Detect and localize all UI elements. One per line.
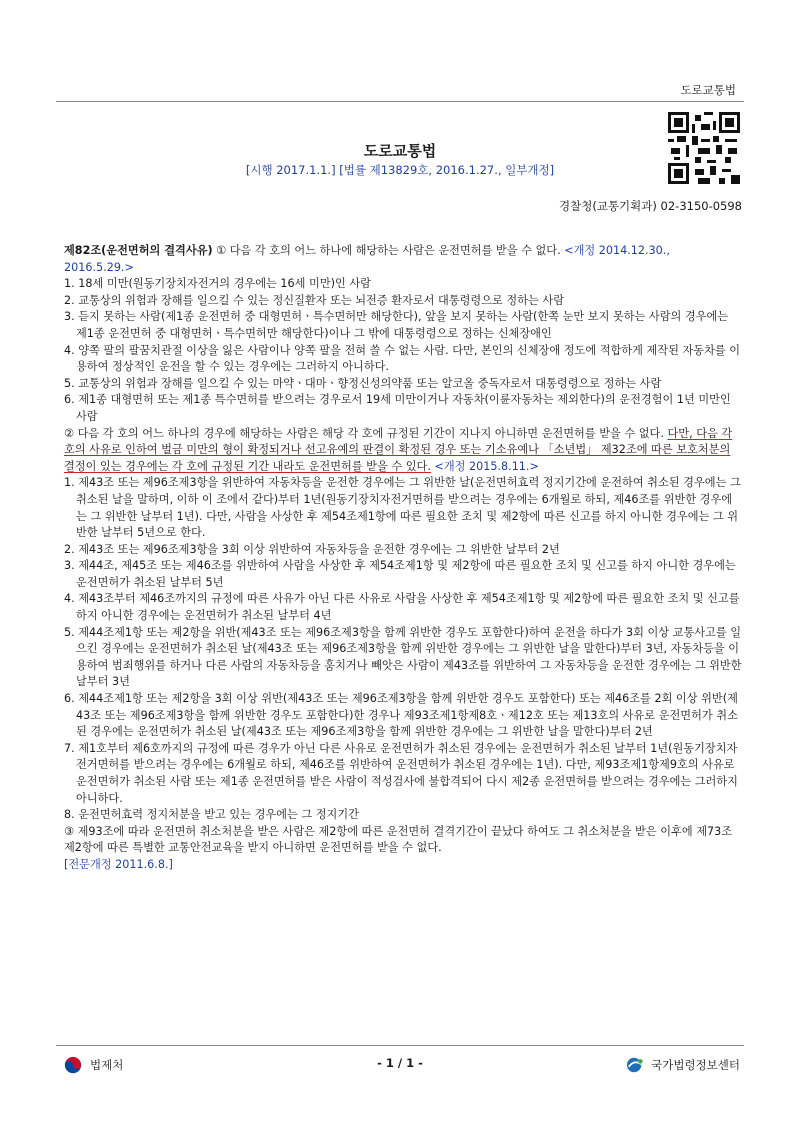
list-item: 6. 제44조제1항 또는 제2항을 3회 이상 위반(제43조 또는 제96조제3항을 함께 위반한 경우도 포함한다) 또는 제46조를 2회 이상 위반(제43조 또는 제96조제3항을 함께 위반한 경우도 포함한다)한 경우나 제93조제1항제8호ㆍ제12호 또는 제13호의 사유로 운전면허가 취소된 경우에는 운전면허가 취소된 날(제43조 또는 제96조제3항을 함께 위반한 경우에는 그 위반한 날을 말한다)부터 2년 xyxy=(64,692,738,739)
underlined-proviso: 다만, 다음 각 호의 사유로 인하여 벌금 미만의 형이 확정되거나 선고유예의 판결이 확정된 경우 또는 기소유예나 「소년법」 제32조에 따른 보호처분의 결정이 있는 경우에는 각 호에 규정된 기간 내라도 운전면허를 받을 수 있다. xyxy=(64,426,733,473)
list-item: 3. 제44조, 제45조 또는 제46조를 위반하여 사람을 사상한 후 제54조제1항 및 제2항에 따른 필요한 조치 및 신고를 하지 아니한 경우에는 운전면허가 취소된 날부터 5년 xyxy=(64,559,736,589)
list-item: 1. 제43조 또는 제96조제3항을 위반하여 자동차등을 운전한 경우에는 그 위반한 날(운전면허효력 정지기간에 운전하여 취소된 경우에는 그 취소된 날을 말하며, 이하 이 조에서 같다)부터 1년(원동기장치자전거면허를 받으려는 경우에는 6개월로 하되, 제46조를 위반한 경우에는 그 위반한 날부터 1년). 다만, 사람을 사상한 후 제54조제1항에 따른 필요한 조치 및 제2항에 따른 신고를 하지 아니한 경우에는 그 위반한 날부터 5년으로 한다. xyxy=(64,476,741,540)
list-item: 7. 제1호부터 제6호까지의 규정에 따른 경우가 아닌 다른 사유로 운전면허가 취소된 경우에는 운전면허가 취소된 날부터 1년(원동기장치자전거면허를 받으려는 경우에는 6개월로 하되, 제46조를 위반하여 운전면허가 취소된 경우에는 1년). 다만, 제93조제1항제9호의 사유로 운전면허가 취소된 사람 또는 제1종 운전면허를 받은 사람이 적성검사에 불합격되어 다시 제2종 운전면허를 받으려는 경우에는 그러하지 아니하다. xyxy=(64,741,738,805)
article-body xyxy=(64,243,742,874)
full-amendment-note: [전문개정 2011.6.8.] xyxy=(64,857,173,871)
header-divider xyxy=(56,101,744,102)
paragraph-1 xyxy=(64,243,742,276)
list-item: 2. 교통상의 위험과 장해를 일으킬 수 있는 정신질환자 또는 뇌전증 환자로서 대통령령으로 정하는 사람 xyxy=(64,293,564,307)
enforcement-info: [시행 2017.1.1.] [법률 제13829호, 2016.1.27., 일부개정] xyxy=(245,163,555,177)
ministry-contact: 경찰청(교통기획과) 02-3150-0598 xyxy=(559,199,742,213)
footer-divider xyxy=(56,1045,744,1046)
list-item: 1. 18세 미만(원동기장치자전거의 경우에는 16세 미만)인 사람 xyxy=(64,277,371,291)
amendment-note: <개정 2014.12.30., 2016.5.29.> xyxy=(64,244,670,274)
list-item: 3. 듣지 못하는 사람(제1종 운전면허 중 대형면허ㆍ특수면허만 해당한다), 앞을 보지 못하는 사람(한쪽 눈만 보지 못하는 사람의 경우에는 제1종 운전면허 중 대형면허ㆍ특수면허만 해당한다)이나 그 밖에 대통령령으로 정하는 신체장애인 xyxy=(64,310,729,340)
list-item: 4. 제43조부터 제46조까지의 규정에 따른 사유가 아닌 다른 사유로 사람을 사상한 후 제54조제1항 및 제2항에 따른 필요한 조치 및 신고를 하지 아니한 경우에는 운전면허가 취소된 날부터 4년 xyxy=(64,592,740,623)
paragraph-2 xyxy=(64,426,742,476)
paragraph-3: ③ 제93조에 따라 운전면허 취소처분을 받은 사람은 제2항에 따른 운전면허 결격기간이 끝났다 하여도 그 취소처분을 받은 이후에 제73조제2항에 따른 특별한 교통안전교육을 받지 아니하면 운전면허를 받을 수 없다. xyxy=(64,824,733,855)
list-item: 5. 교통상의 위험과 장해를 일으킬 수 있는 마약ㆍ대마ㆍ향정신성의약품 또는 알코올 중독자로서 대통령령으로 정하는 사람 xyxy=(64,376,662,390)
footer-left-label: 법제처 xyxy=(90,1058,124,1072)
list-item: 6. 제1종 대형면허 또는 제1종 특수면허를 받으려는 경우로서 19세 미만이거나 자동차(이륜자동차는 제외한다)의 운전경험이 1년 미만인 사람 xyxy=(64,393,731,423)
page-number: - 1 / 1 - xyxy=(377,1056,423,1070)
footer-right-label: 국가법령정보센터 xyxy=(651,1058,740,1072)
amendment-note: <개정 2015.8.11.> xyxy=(430,459,539,473)
list-item: 5. 제44조제1항 또는 제2항을 위반(제43조 또는 제96조제3항을 함께 위반한 경우도 포함한다)하여 운전을 하다가 3회 이상 교통사고를 일으킨 경우에는 운전면허가 취소된 날(제43조 또는 제96조제3항을 함께 위반한 경우에는 그 위반한 날을 말한다)부터 3년, 자동차등을 이용하여 범죄행위를 하거나 다른 사람의 자동차등을 훔치거나 빼앗은 사람이 제43조를 위반하여 그 자동차등을 운전한 경우에는 그 위반한 날부터 3년 xyxy=(64,625,742,689)
list-item: 8. 운전면허효력 정지처분을 받고 있는 경우에는 그 정지기간 xyxy=(64,808,359,822)
law-center-logo-icon xyxy=(625,1056,645,1074)
list-item: 2. 제43조 또는 제96조제3항을 3회 이상 위반하여 자동차등을 운전한 경우에는 그 위반한 날부터 2년 xyxy=(64,542,560,556)
footer-provider xyxy=(625,1056,740,1074)
paragraph-1-text: ① 다음 각 호의 어느 하나에 해당하는 사람은 운전면허를 받을 수 없다. xyxy=(216,244,565,257)
article-heading: 제82조(운전면허의 결격사유) xyxy=(64,244,213,257)
list-item: 4. 양쪽 팔의 팔꿈치관절 이상을 잃은 사람이나 양쪽 팔을 전혀 쓸 수 없는 사람. 다만, 본인의 신체장애 정도에 적합하게 제작된 자동차를 이용하여 정상적인 운전을 할 수 있는 경우에는 그러하지 아니하다. xyxy=(64,343,741,374)
law-name-tag: 도로교통법 xyxy=(680,83,736,97)
paragraph-2-text: ② 다음 각 호의 어느 하나의 경우에 해당하는 사람은 해당 각 호에 규정된 기간이 지나지 아니하면 운전면허를 받을 수 없다. xyxy=(64,426,668,440)
document-title: 도로교통법 xyxy=(363,142,437,160)
